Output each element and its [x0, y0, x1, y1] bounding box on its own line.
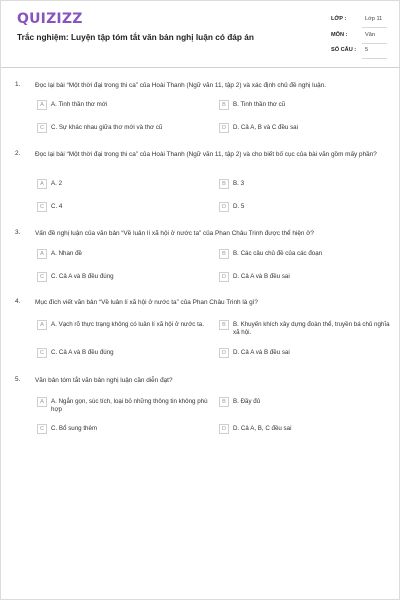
question-text: Mục đích viết văn bản “Về luân lí xã hội ở nước ta” của Phan Châu Trinh là gì?	[35, 299, 258, 306]
option-letter-box: A	[37, 249, 47, 259]
option-letter-box: D	[219, 272, 229, 282]
option-text: A. 2	[51, 180, 63, 187]
option-letter-box: A	[37, 100, 47, 110]
question-number: 1.	[15, 81, 21, 88]
option-text: B. 3	[233, 180, 245, 187]
option-text: A. Tinh thần thơ mới	[51, 101, 108, 108]
question-text: Vấn đề nghị luận của văn bản “Về luân lí xã hội ở nước ta” của Phan Châu Trinh được thể hiện ở?	[35, 230, 314, 237]
option-letter-box: D	[219, 202, 229, 212]
option-text: D. Cả A và B đều sai	[233, 273, 290, 280]
option-text: B. Khuyến khích xây dựng đoàn thể, truyền bá chủ nghĩa xã hội.	[233, 321, 390, 336]
option-text: D. 5	[233, 203, 245, 210]
option-text: A. Vạch rõ thực trạng không có luân lí xã hội ở nước ta.	[51, 321, 204, 328]
option-text: C. 4	[51, 203, 63, 210]
info-value: Văn	[365, 31, 375, 38]
option-letter-box: A	[37, 320, 47, 330]
info-value: 5	[365, 47, 369, 53]
option-letter-box: B	[219, 179, 229, 189]
option-text: D. Cả A, B, C đều sai	[233, 425, 292, 432]
option-letter-box: B	[219, 249, 229, 259]
option-letter-box: D	[219, 348, 229, 358]
info-underline	[362, 27, 387, 28]
option-letter-box: A	[37, 397, 47, 407]
worksheet-info	[331, 14, 387, 61]
info-underline	[362, 43, 387, 44]
option-text: B. Đầy đủ	[233, 398, 261, 405]
option-text: C. Bổ sung thêm	[51, 425, 98, 432]
question-number: 3.	[15, 229, 21, 236]
question-number: 2.	[15, 150, 21, 157]
info-row-question-count	[331, 45, 387, 59]
question-number: 5.	[15, 376, 21, 383]
worksheet-header	[1, 1, 400, 67]
info-label: SỐ CÂU :	[331, 47, 357, 53]
option-text: C. Cả A và B đều đúng	[51, 349, 114, 356]
option-letter-box: C	[37, 202, 47, 212]
question-text: Đọc lại bài “Một thời đại trong thi ca” của Hoài Thanh (Ngữ văn 11, tập 2) và xác định chủ đề nghị luận.	[35, 82, 327, 89]
option-letter-box: D	[219, 123, 229, 133]
question-text: Đọc lại bài “Một thời đại trong thi ca” của Hoài Thanh (Ngữ văn 11, tập 2) và cho biết bố cục của bài văn gồm mấy phần?	[35, 151, 377, 158]
worksheet-title: Trắc nghiệm: Luyện tập tóm tắt văn bản nghị luận có đáp án	[17, 32, 254, 42]
option-text: C. Sự khác nhau giữa thơ mới và thơ cũ	[51, 124, 163, 131]
option-text: D. Cả A, B và C đều sai	[233, 124, 298, 131]
question-text: Văn bản tóm tắt văn bản nghị luận cần diễn đạt?	[35, 377, 173, 384]
option-letter-box: B	[219, 397, 229, 407]
option-text: D. Cả A và B đều sai	[233, 349, 290, 356]
header-divider	[1, 67, 400, 68]
option-letter-box: C	[37, 424, 47, 434]
option-text: B. Tinh thần thơ cũ	[233, 101, 286, 108]
info-row-class	[331, 14, 387, 28]
info-label: MÔN :	[331, 31, 348, 38]
option-letter-box: B	[219, 100, 229, 110]
option-text: A. Ngắn gọn, súc tích, loại bỏ những thông tin không phù hợp	[51, 398, 208, 413]
info-row-subject	[331, 30, 387, 44]
option-text: A. Nhan đề	[51, 250, 82, 257]
option-letter-box: B	[219, 320, 229, 330]
option-letter-box: A	[37, 179, 47, 189]
option-letter-box: C	[37, 272, 47, 282]
question-number: 4.	[15, 298, 21, 305]
option-letter-box: D	[219, 424, 229, 434]
quizizz-logo: QUIZIZZ	[17, 11, 83, 27]
info-value: Lớp 11	[365, 16, 383, 22]
option-text: B. Các câu chủ đề của các đoạn	[233, 250, 323, 257]
option-letter-box: C	[37, 123, 47, 133]
info-underline	[362, 58, 387, 59]
option-letter-box: C	[37, 348, 47, 358]
info-label: LỚP :	[331, 16, 347, 22]
option-text: C. Cả A và B đều đúng	[51, 273, 114, 280]
